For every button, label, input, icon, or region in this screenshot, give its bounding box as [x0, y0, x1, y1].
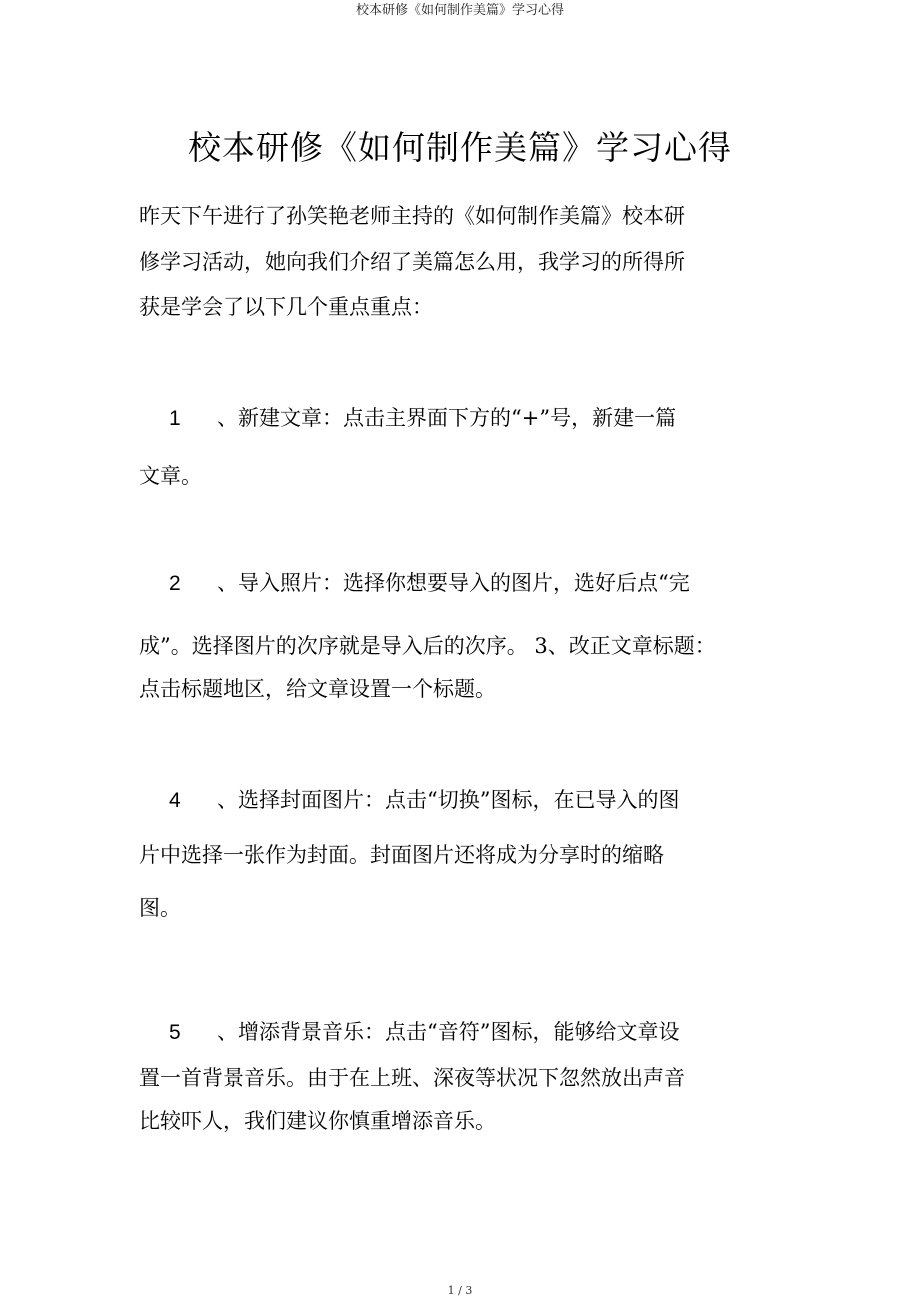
item-2-text: 、导入照片：选择你想要导入的图片，选好后点“完 [217, 571, 690, 595]
item-5-continuation-2: 比较吓人，我们建议你慎重增添音乐。 [139, 1109, 496, 1133]
item-4-first-line [139, 786, 679, 815]
item-2-continuation-1: 成”。选择图片的次序就是导入后的次序。 3、改正文章标题： [139, 634, 716, 658]
item-2-first-line [139, 569, 690, 598]
item-4-continuation-2: 图。 [139, 896, 181, 920]
item-1-number: 1 [169, 407, 181, 430]
item-4-continuation-1: 片中选择一张作为封面。封面图片还将成为分享时的缩略 [139, 843, 664, 867]
item-2-continuation-2: 点击标题地区，给文章设置一个标题。 [139, 677, 496, 701]
item-1-first-line [139, 404, 676, 433]
item-1-continuation: 文章。 [139, 464, 202, 488]
page-header: 校本研修《如何制作美篇》学习心得 [355, 3, 564, 18]
page-number: 1 / 3 [447, 1284, 473, 1297]
item-5-continuation-1: 置一首背景音乐。由于在上班、深夜等状况下忽然放出声音 [139, 1066, 685, 1090]
intro-line-3: 获是学会了以下几个重点重点： [139, 295, 433, 319]
item-5-first-line [139, 1018, 679, 1047]
intro-line-1: 昨天下午进行了孙笑艳老师主持的《如何制作美篇》校本研 [139, 204, 685, 228]
item-5-text: 、增添背景音乐：点击“音符”图标，能够给文章设 [217, 1020, 680, 1044]
item-5-number: 5 [169, 1021, 181, 1044]
intro-line-2: 修学习活动，她向我们介绍了美篇怎么用，我学习的所得所 [139, 250, 685, 274]
item-1-text: 、新建文章：点击主界面下方的“+”号，新建一篇 [217, 406, 677, 430]
item-2-number: 2 [169, 572, 181, 595]
item-4-number: 4 [169, 789, 181, 812]
document-title: 校本研修《如何制作美篇》学习心得 [188, 128, 732, 167]
item-4-text: 、选择封面图片：点击“切换”图标，在已导入的图 [217, 788, 680, 812]
